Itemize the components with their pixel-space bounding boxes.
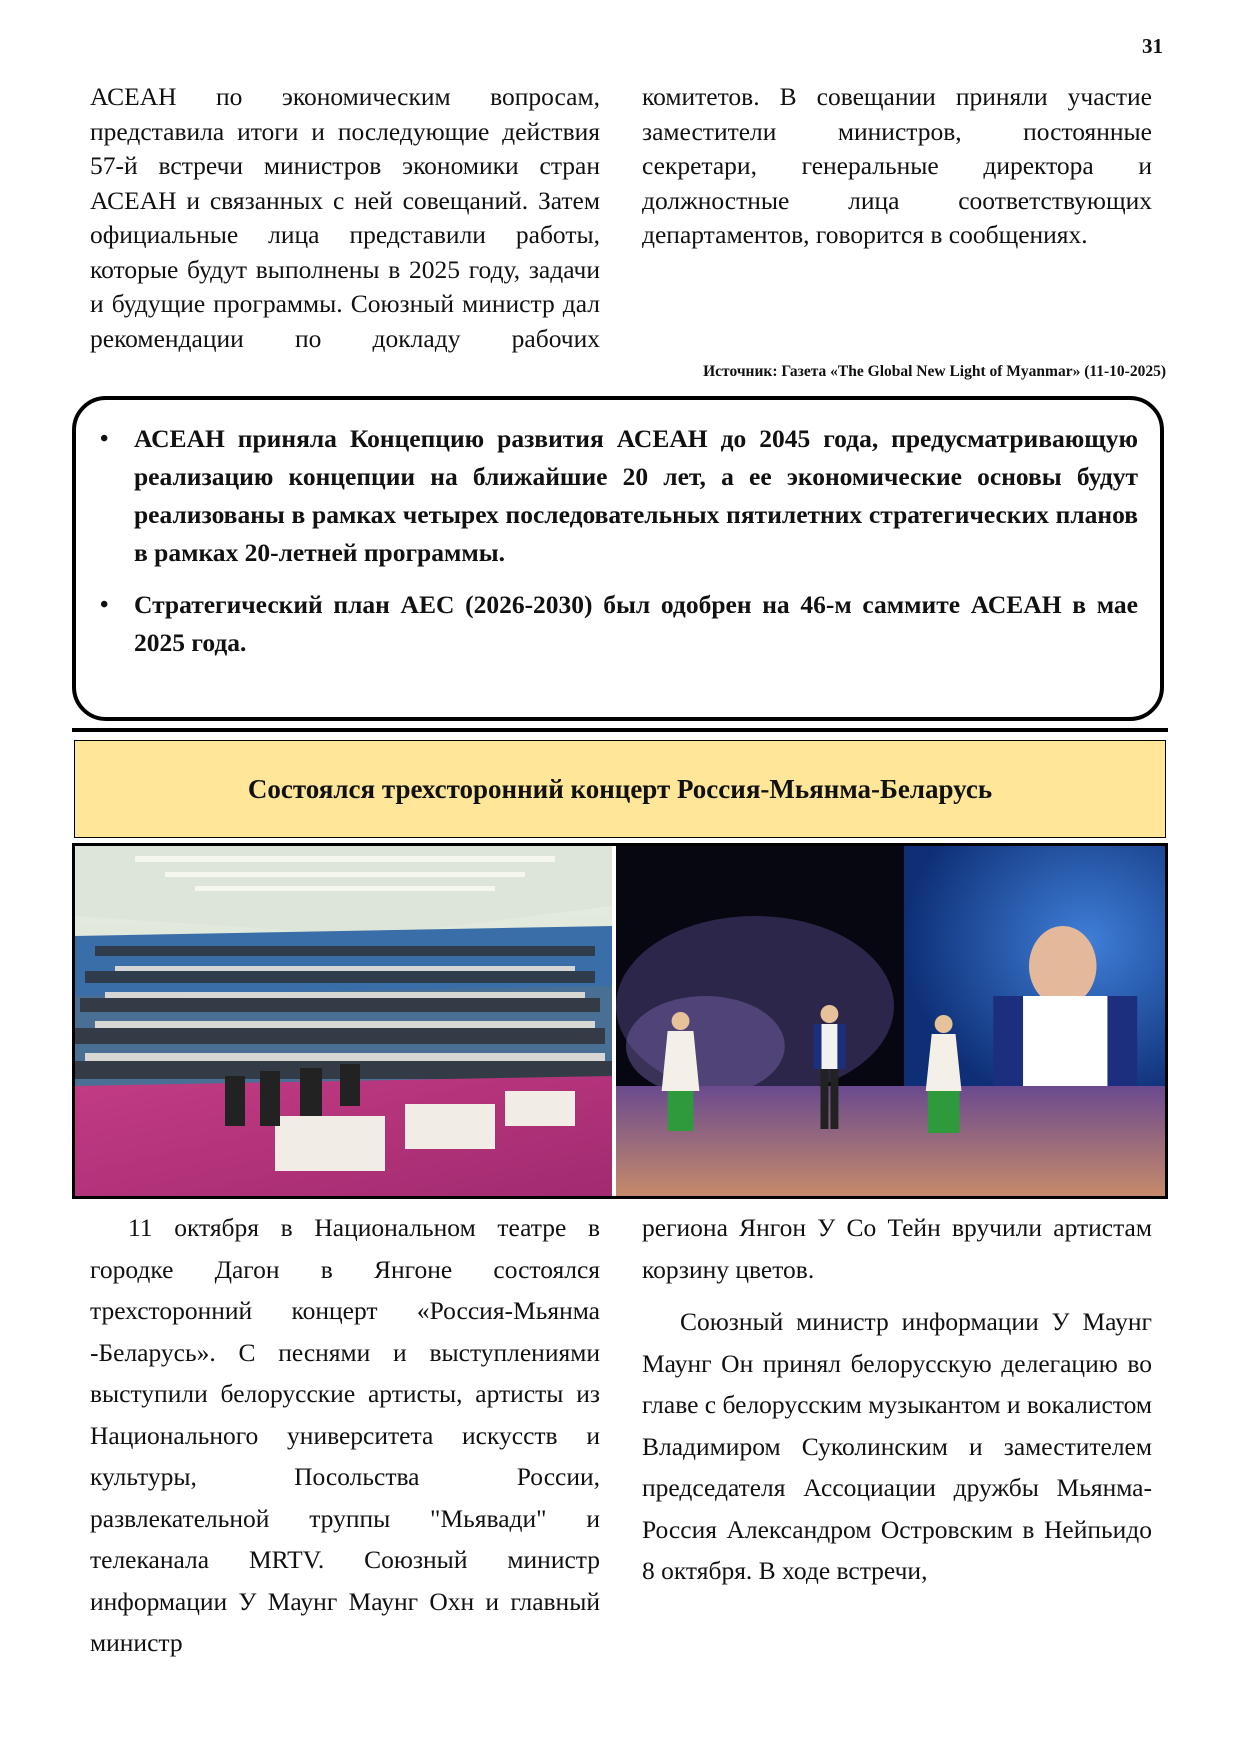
audience-photo-image	[75, 846, 612, 1196]
concert-article-left-column	[90, 1207, 600, 1664]
stage-photo-image	[616, 846, 1165, 1196]
highlight-item-text: Стратегический план АЕС (2026-2030) был одобрен на 46-м саммите АСЕАН в мае 2025 года.	[134, 590, 1138, 657]
photo-frame	[72, 843, 1168, 1199]
bullet-icon: •	[100, 592, 109, 618]
page-number: 31	[1142, 34, 1163, 58]
highlight-list	[76, 400, 1160, 662]
top-article-left-column	[90, 80, 600, 356]
article-headline-box	[74, 740, 1166, 838]
top-article-right-column	[642, 80, 1152, 253]
highlight-box	[72, 396, 1164, 721]
highlight-item	[100, 420, 1138, 572]
highlight-item-text: АСЕАН приняла Концепцию развития АСЕАН до 2045 года, предусматривающую реализацию концепции на ближайшие 20 лет, а ее экономические основы будут реализованы в рамках четырех последовательных пятилетних стратегических планов в рамках 20-летней программы.	[134, 424, 1138, 567]
bullet-icon: •	[100, 426, 109, 452]
concert-article-left-text: 11 октября в Национальном театре в городке Дагон в Янгоне состоялся трехсторонний концерт «Россия-Мьянма -Беларусь». С песнями и выступлениями выступили белорусские артисты, артисты из Национального университета искусств и культуры, Посольства России, развлекательной труппы "Мьявади" и телеканала MRTV. Союзный министр информации У Маунг Маунг Охн и главный министр	[90, 1213, 600, 1657]
audience-photo	[75, 846, 616, 1196]
concert-article-right-text-2: Союзный министр информации У Маунг Маунг Он принял белорусскую делегацию во главе с белорусским музыкантом и вокалистом Владимиром Суколинским и заместителем председателя Ассоциации дружбы Мьянма-Россия Александром Островским в Нейпьидо 8 октября. В ходе встречи,	[642, 1307, 1152, 1585]
section-divider	[72, 728, 1168, 732]
top-article-left-text: АСЕАН по экономическим вопросам, представила итоги и последующие действия 57-й встречи министров экономики стран АСЕАН и связанных с ней совещаний. Затем официальные лица представили работы, которые будут выполнены в 2025 году, задачи и будущие программы. Союзный министр дал рекомендации по докладу рабочих	[90, 82, 600, 353]
highlight-item	[100, 586, 1138, 662]
top-article-right-text: комитетов. В совещании приняли участие заместители министров, постоянные секретари, генеральные директора и должностные лица соответствующих департаментов, говорится в сообщениях.	[642, 82, 1152, 249]
source-citation: Источник: Газета «The Global New Light of Myanmar» (11-10-2025)	[703, 363, 1166, 380]
concert-article-right-text-1: региона Янгон У Со Тейн вручили артистам корзину цветов.	[642, 1213, 1152, 1284]
stage-photo	[616, 846, 1165, 1196]
article-headline: Состоялся трехсторонний концерт Россия-Мьянма-Беларусь	[247, 773, 993, 804]
concert-article-right-column	[642, 1207, 1152, 1592]
